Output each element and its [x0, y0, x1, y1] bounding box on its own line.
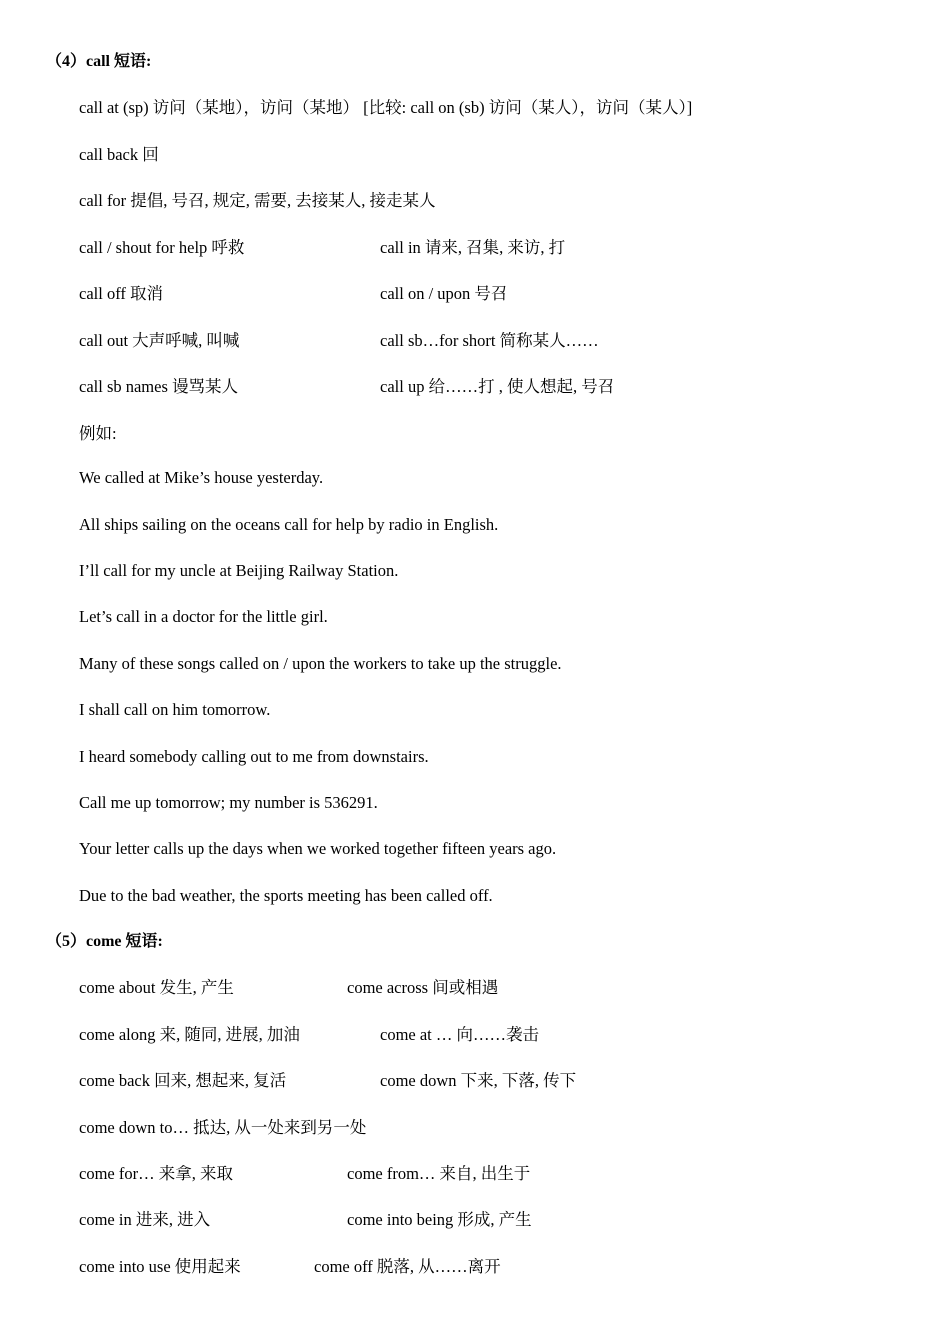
phrase-right: come across 间或相遇 [347, 978, 499, 997]
phrase-row [79, 1209, 532, 1231]
phrase-right: call in 请来, 召集, 来访, 打 [380, 238, 566, 257]
phrase-row [79, 1070, 577, 1092]
phrase-row [79, 1256, 501, 1278]
phrase-call-back: call back 回 [79, 145, 159, 164]
phrase-right: come into being 形成, 产生 [347, 1210, 532, 1229]
phrase-right: come at … 向……袭击 [380, 1025, 540, 1044]
example-sentence: We called at Mike’s house yesterday. [79, 468, 324, 487]
phrase-left: call / shout for help 呼救 [79, 238, 245, 257]
phrase-row [79, 330, 599, 352]
phrase-row [79, 977, 499, 999]
example-sentence: Let’s call in a doctor for the little girl. [79, 607, 328, 626]
phrase-right: call on / upon 号召 [380, 284, 508, 303]
phrase-row [79, 376, 615, 398]
phrase-right: come down 下来, 下落, 传下 [380, 1071, 577, 1090]
phrase-left: come about 发生, 产生 [79, 978, 234, 997]
phrase-row [79, 283, 508, 305]
phrase-right: call up 给……打 , 使人想起, 号召 [380, 377, 615, 396]
phrase-row [79, 1117, 366, 1139]
phrase-left: come for… 来拿, 来取 [79, 1164, 233, 1183]
phrase-call-for: call for 提倡, 号召, 规定, 需要, 去接某人, 接走某人 [79, 191, 436, 210]
phrase-right: come from… 来自, 出生于 [347, 1164, 531, 1183]
example-sentence: I shall call on him tomorrow. [79, 700, 271, 719]
example-label: 例如: [79, 424, 117, 443]
phrase-row [79, 237, 566, 259]
phrase-call-at: call at (sp) 访问（某地），访问（某地） [比较: call on (sb) 访问（某人），访问（某人）] [79, 98, 693, 117]
phrase-right: come off 脱落, 从……离开 [314, 1257, 501, 1276]
phrase-right: call sb…for short 简称某人…… [380, 331, 599, 350]
example-sentence: Due to the bad weather, the sports meeting has been called off. [79, 886, 493, 905]
example-sentence: Your letter calls up the days when we worked together fifteen years ago. [79, 839, 557, 858]
phrase-left: come in 进来, 进入 [79, 1210, 211, 1229]
phrase-left: come along 来, 随同, 进展, 加油 [79, 1025, 300, 1044]
example-sentence: Call me up tomorrow; my number is 536291. [79, 793, 378, 812]
phrase-left: call out 大声呼喊, 叫喊 [79, 331, 240, 350]
example-sentence: All ships sailing on the oceans call for help by radio in English. [79, 515, 499, 534]
phrase-row [79, 1163, 531, 1185]
phrase-row [79, 1024, 540, 1046]
example-sentence: I heard somebody calling out to me from downstairs. [79, 747, 429, 766]
phrase-left: come back 回来, 想起来, 复活 [79, 1071, 287, 1090]
section-5-heading: （5）come 短语: [46, 933, 163, 950]
phrase-left: call sb names 谩骂某人 [79, 377, 239, 396]
phrase-left: come down to… 抵达, 从一处来到另一处 [79, 1118, 367, 1137]
phrase-left: call off 取消 [79, 284, 164, 303]
example-sentence: I’ll call for my uncle at Beijing Railway Station. [79, 561, 399, 580]
example-sentence: Many of these songs called on / upon the workers to take up the struggle. [79, 654, 562, 673]
section-4-heading: （4）call 短语: [46, 53, 152, 70]
phrase-left: come into use 使用起来 [79, 1257, 241, 1276]
